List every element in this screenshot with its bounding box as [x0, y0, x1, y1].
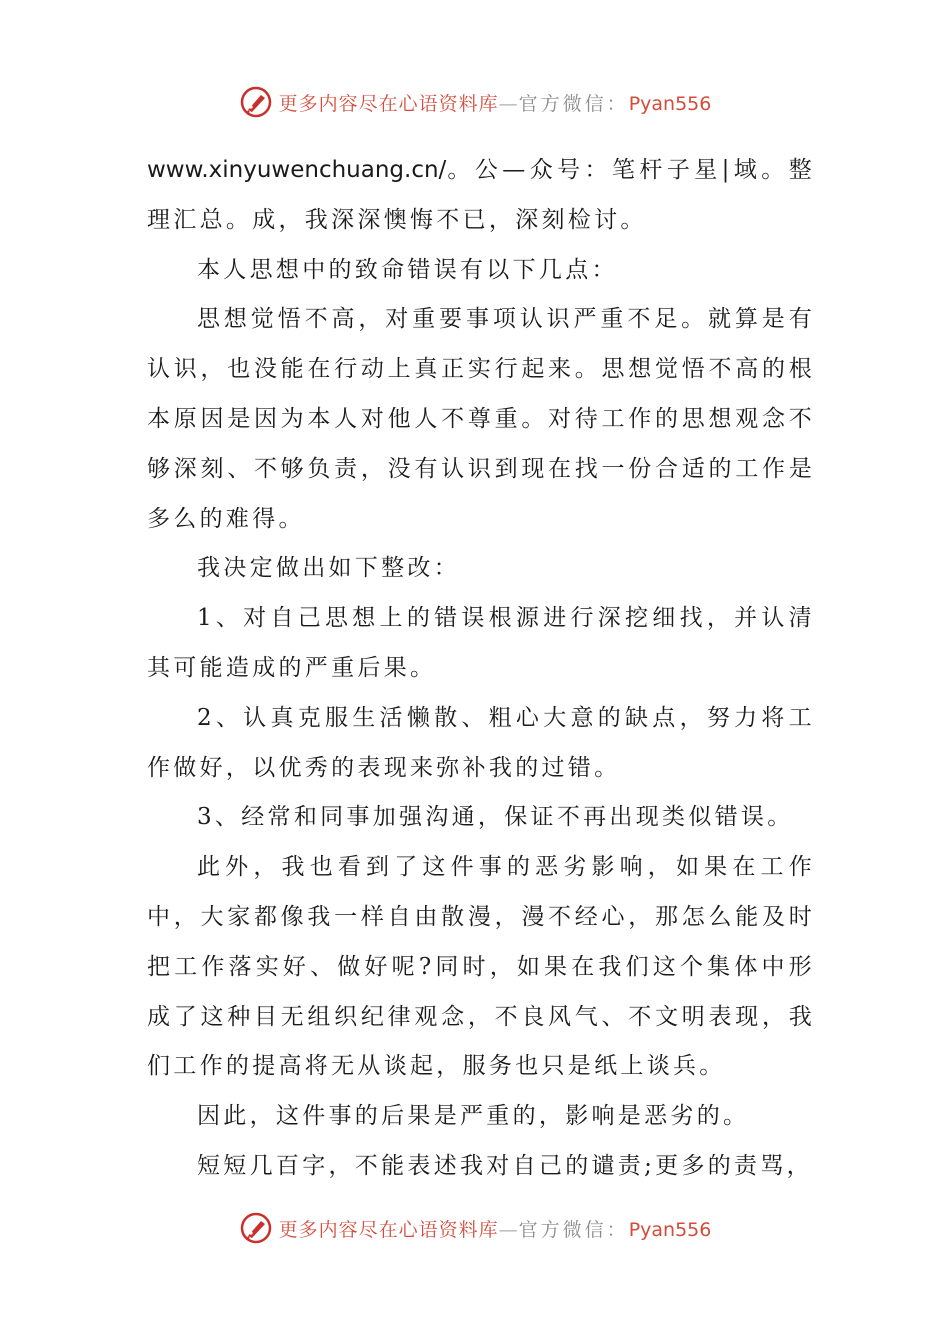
header-separator: — [498, 92, 519, 115]
paragraph-0 [147, 146, 815, 246]
paragraph-5: 2、认真克服生活懒散、粗心大意的缺点，努力将工作做好，以优秀的表现来弥补我的过错。 [147, 704, 815, 781]
website-url: www.xinyuwenchuang.cn/ [147, 157, 447, 183]
paragraph-0-text: 。公—众号：笔杆子星|域。整理汇总。成，我深深懊悔不已，深刻检讨。 [147, 157, 815, 233]
header-wechat-id: Pyan556 [628, 92, 712, 115]
paragraph-9: 短短几百字，不能表述我对自己的谴责;更多的责骂， [197, 1152, 813, 1179]
footer-banner [0, 1208, 950, 1248]
paragraph-6: 3、经常和同事加强沟通，保证不再出现类似错误。 [197, 804, 794, 831]
header-banner [0, 82, 950, 122]
footer-banner-text [279, 1215, 712, 1242]
pen-logo-icon [239, 85, 273, 119]
footer-wechat-id: Pyan556 [628, 1218, 712, 1241]
header-banner-text [279, 89, 712, 116]
document-body [147, 146, 815, 1192]
footer-label: 官方微信： [518, 1218, 629, 1241]
paragraph-4: 1、对自己思想上的错误根源进行深挖细找，并认清其可能造成的严重后果。 [147, 605, 815, 681]
paragraph-2: 思想觉悟不高，对重要事项认识严重不足。就算是有认识，也没能在行动上真正实行起来。思想觉悟不高的根本原因是因为本人对他人不尊重。对待工作的思想观念不够深刻、不够负责，没有认识到现在找一份合适的工作是多么的难得。 [147, 306, 815, 532]
pen-logo-icon [239, 1211, 273, 1245]
paragraph-1: 本人思想中的致命错误有以下几点： [197, 256, 618, 283]
footer-separator: — [498, 1218, 519, 1241]
header-label: 官方微信： [518, 92, 629, 115]
paragraph-7: 此外，我也看到了这件事的恶劣影响，如果在工作中，大家都像我一样自由散漫，漫不经心，那怎么能及时把工作落实好、做好呢?同时，如果在我们这个集体中形成了这种目无组织纪律观念，不良风气、不文明表现，我们工作的提高将无从谈起，服务也只是纸上谈兵。 [147, 854, 815, 1080]
header-brand: 更多内容尽在心语资料库 [278, 92, 499, 115]
paragraph-8: 因此，这件事的后果是严重的，影响是恶劣的。 [197, 1103, 750, 1130]
paragraph-3: 我决定做出如下整改： [197, 555, 460, 582]
footer-brand: 更多内容尽在心语资料库 [278, 1218, 499, 1241]
